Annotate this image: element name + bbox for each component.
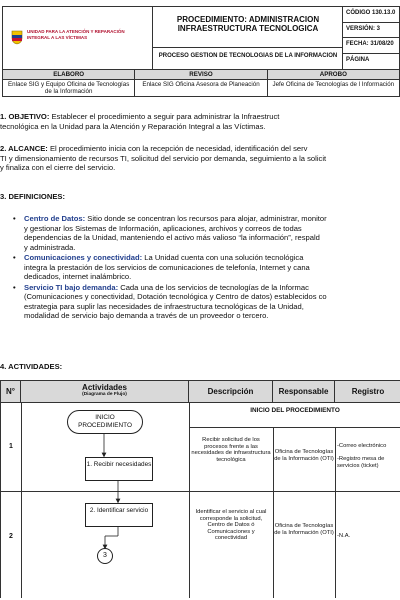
definition-text: dependencias de la Unidad, manteniendo el activo más valioso “la información”, respald [24,233,320,242]
procedure-start-label: INICIO DEL PROCEDIMIENTO [250,407,340,414]
definition-item [12,253,400,282]
row-responsible: Oficina de Tecnologías de la Información (OTI) [274,523,334,536]
divider [1,491,400,492]
definition-text: dedicados, internet inalámbrico. [24,272,132,281]
bullet-icon: • [13,253,16,262]
definitions-list [12,214,400,322]
document-date: FECHA: 31/08/20 [343,38,400,54]
row-responsible: Oficina de Tecnologías de la Información (OTI) [274,449,334,462]
paragraph-text: El procedimiento inicia con la recepción de necesidad, identificación del serv [47,144,308,153]
definition-text: estrategia para suplir las necesidades de infraestructura tecnológicas de la Unidad, [24,301,304,311]
divider [21,403,22,598]
definition-text: modalidad de servicio bajo demanda a través de un proveedor o tercero. [24,311,269,320]
definition-text: Cada una de los servicios de tecnologías de la Informac [118,282,309,292]
header-aprobo: APROBO [268,70,399,80]
document-version: VERSIÓN: 3 [343,23,400,39]
coat-of-arms-icon [11,29,23,45]
flowchart-start-terminal: INICIO PROCEDIMIENTO [67,410,143,434]
page-label: PÁGINA [346,56,370,63]
row-register: -N.A. [337,533,351,539]
definition-text: integra la prestación de los servicios de comunicaciones de telefonía, Internet y cana [24,262,310,272]
paragraph-text: TI y dimensionamiento de recursos TI, solicitud del servicio por demanda, seguimiento a la solicit [0,153,327,163]
definition-item [12,283,400,321]
definition-term: Centro de Datos: [24,214,86,223]
reviso-value: Enlace SIG Oficina Asesora de Planeación [135,80,267,96]
column-header-description: Descripción [189,381,273,403]
section-heading: 2. ALCANCE: [0,144,48,153]
column-header-responsible: Responsable [273,381,335,403]
header-reviso: REVISO [135,70,267,80]
approval-table [2,70,400,97]
column-header-activities: Actividades (Diagrama de Flujo) [21,381,189,403]
paragraph-text: Establecer el procedimiento a seguir para administrar la Infraestruct [49,112,280,121]
logo-cell [3,7,153,69]
section-definiciones [0,192,400,202]
divider [189,403,190,598]
divider [189,427,400,428]
definition-text: Sitio donde se concentran los recursos para alojar, administrar, monitor [85,214,327,223]
section-actividades [0,362,400,372]
column-header-register: Registro [335,381,400,403]
document-title: PROCEDIMIENTO: ADMINISTRACION INFRAESTRUCTURA TECNOLOGICA [176,15,320,33]
title-cell [153,7,343,69]
metadata-cell [343,7,400,69]
logo-text: UNIDAD PARA LA ATENCIÓN Y REPARACIÓN INTEGRAL A LAS VÍCTIMAS [27,29,125,40]
row-register: -Correo electrónico -Registro mesa de servicios (ticket) [337,443,387,469]
row-description: Identificar el servicio al cual corresponde la solicitud, Centro de Datos ó Comunicaciones y conectividad [195,509,267,542]
document-code: CÓDIGO 130.13.0 [343,7,400,23]
activities-table [0,380,400,598]
process-name: PROCESO GESTION DE TECNOLOGIAS DE LA INFORMACION [158,53,338,59]
divider [153,47,343,48]
definition-text: y administrada. [24,242,76,252]
row-description: Recibir solicitud de los procesos frente a las necesidades de infraestructura tecnológica [191,437,271,463]
column-subheader: (Diagrama de Flujo) [82,392,127,397]
definition-text: y gestionar los Sistemas de Información, aplicaciones, archivos y correos de todas [24,223,302,233]
flowchart-step-receive: 1. Recibir necesidades [85,457,153,481]
bullet-icon: • [13,214,16,223]
section-alcance [0,144,400,173]
paragraph-text: y finaliza con el cierre del servicio. [0,163,116,173]
section-heading: 4. ACTIVIDADES: [0,362,63,371]
definition-item [12,214,400,252]
definition-term: Servicio TI bajo demanda: [24,282,119,292]
aprobo-value: Jefe Oficina de Tecnologías de l Información [272,81,395,88]
definition-text: (Comunicaciones y conectividad, Dotación tecnológica y Centro de datos) establecidos co [24,292,327,301]
row-number: 2 [9,533,13,540]
paragraph-text: tecnológica en la Unidad para la Atención y Reparación Integral a las Víctimas. [0,121,266,131]
flowchart-connector: 3 [97,548,113,564]
elaboro-value: Enlace SIG y Equipo Oficina de Tecnologías de la Información [3,80,135,96]
section-heading: 1. OBJETIVO: [0,112,50,121]
definition-text: La Unidad cuenta con una solución tecnológica [142,253,304,262]
document-header [2,6,400,70]
header-elaboro: ELABORO [3,70,135,80]
bullet-icon: • [13,282,16,292]
section-objetivo [0,112,400,131]
flowchart-step-identify: 2. Identificar servicio [85,503,153,527]
divider [335,427,336,598]
row-number: 1 [9,443,13,450]
section-heading: 3. DEFINICIONES: [0,192,65,201]
column-header-number: N° [1,381,21,403]
definition-term: Comunicaciones y conectividad: [24,253,143,262]
